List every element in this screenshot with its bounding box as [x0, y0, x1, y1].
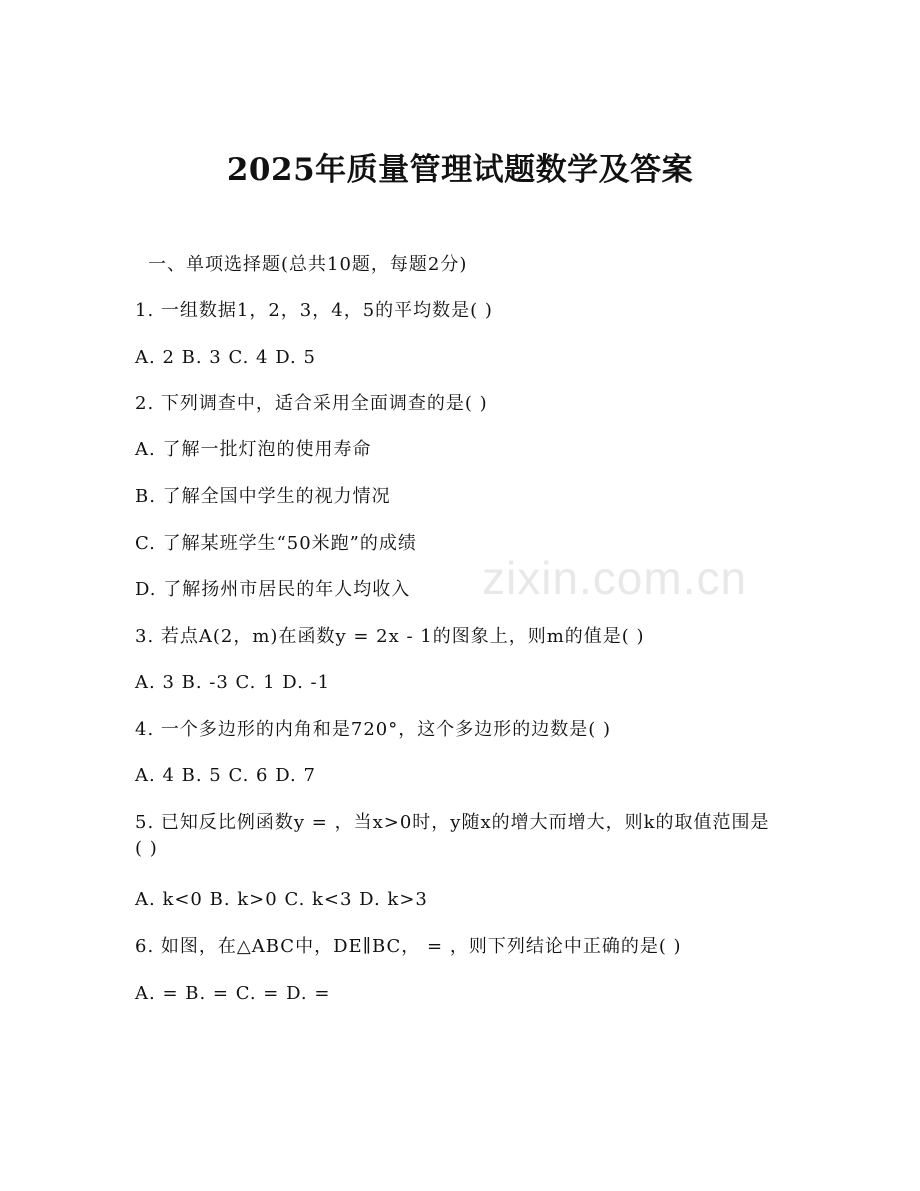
question-6-stem: 6. 如图，在△ABC中，DE∥BC， = ，则下列结论中正确的是( ) — [135, 936, 682, 957]
watermark: zixin.com.cn — [482, 552, 748, 604]
question-6-options: A. = B. = C. = D. = — [135, 983, 331, 1004]
question-2-stem: 2. 下列调查中，适合采用全面调查的是( ) — [135, 393, 488, 414]
question-5-stem: 5. 已知反比例函数y = ，当x>0时，y随x的增大而增大，则k的取值范围是( ) — [135, 812, 770, 859]
question-2-option-b: B. 了解全国中学生的视力情况 — [135, 486, 391, 507]
question-4-stem: 4. 一个多边形的内角和是720°，这个多边形的边数是( ) — [135, 719, 612, 740]
section-heading: 一、单项选择题(总共10题，每题2分) — [148, 254, 468, 275]
question-2-option-d: D. 了解扬州市居民的年人均收入 — [135, 579, 411, 600]
question-4-options: A. 4 B. 5 C. 6 D. 7 — [135, 765, 316, 786]
question-5-options: A. k<0 B. k>0 C. k<3 D. k>3 — [135, 889, 428, 910]
question-2-option-c: C. 了解某班学生“50米跑”的成绩 — [135, 533, 417, 554]
question-1-stem: 1. 一组数据1，2，3，4，5的平均数是( ) — [135, 300, 493, 321]
question-2-option-a: A. 了解一批灯泡的使用寿命 — [135, 439, 372, 460]
document-title: 2025年质量管理试题数学及答案 — [226, 152, 694, 188]
question-3-stem: 3. 若点A(2，m)在函数y = 2x - 1的图象上，则m的值是( ) — [135, 626, 645, 647]
question-3-options: A. 3 B. -3 C. 1 D. -1 — [135, 672, 331, 693]
question-1-options: A. 2 B. 3 C. 4 D. 5 — [135, 347, 316, 368]
